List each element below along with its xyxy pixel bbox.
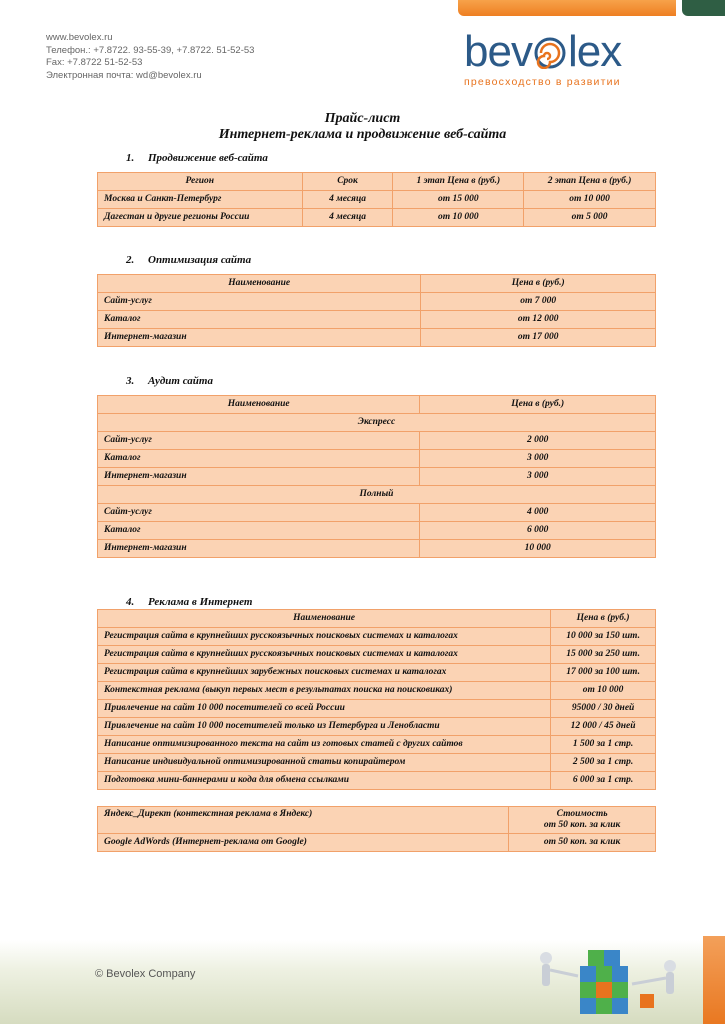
swirl-icon — [533, 35, 567, 69]
top-orange-bar — [458, 0, 676, 16]
title-line: Прайс-лист — [324, 111, 401, 126]
audit-table — [97, 395, 656, 558]
group-row-full: Полный — [98, 486, 656, 504]
top-green-bar — [682, 0, 725, 16]
section-1-heading: 1. Продвижение веб-сайта — [126, 152, 268, 164]
table-row: Регистрация сайта в крупнейших русскоязычных поисковых системах и каталогах 10 000 за 150 шт. — [98, 628, 656, 646]
table-row: Подготовка мини-баннерами и кода для обмена ссылками 6 000 за 1 стр. — [98, 772, 656, 790]
subtitle-line: Интернет-реклама и продвижение веб-сайта — [218, 127, 507, 142]
phone-text: Телефон.: +7.8722. 93-55-39, +7.8722. 51-52-53 — [46, 44, 255, 56]
footer-copyright: © Bevolex Company — [95, 968, 196, 980]
table-row: Сайт-услуг 4 000 — [98, 504, 656, 522]
table-header-row: Регион Срок 1 этап Цена в (руб.) 2 этап Цена в (руб.) — [98, 173, 656, 191]
promotion-table — [97, 172, 656, 227]
table-header-row: Наименование Цена в (руб.) — [98, 396, 656, 414]
table-row: Сайт-услуг от 7 000 — [98, 293, 656, 311]
table-header-row: Наименование Цена в (руб.) — [98, 275, 656, 293]
table-row: Интернет-магазин 3 000 — [98, 468, 656, 486]
table-row: Каталог 6 000 — [98, 522, 656, 540]
table-row: Дагестан и другие регионы России 4 месяца от 10 000 от 5 000 — [98, 209, 656, 227]
table-row: Привлечение на сайт 10 000 посетителей со всей России 95000 / 30 дней — [98, 700, 656, 718]
table-row: Контекстная реклама (выкуп первых мест в результатах поиска на поисковиках) от 10 000 — [98, 682, 656, 700]
advertising-table — [97, 609, 656, 790]
table-row: Регистрация сайта в крупнейших русскоязычных поисковых системах и каталогах 15 000 за 250 шт. — [98, 646, 656, 664]
section-3-heading: 3. Аудит сайта — [126, 375, 213, 387]
table-row: Сайт-услуг 2 000 — [98, 432, 656, 450]
table-row: Каталог от 12 000 — [98, 311, 656, 329]
fax-text: Fax: +7.8722 51-52-53 — [46, 57, 143, 68]
cubes-illustration-icon — [520, 936, 700, 1024]
table-row: Москва и Санкт-Петербург 4 месяца от 15 000 от 10 000 — [98, 191, 656, 209]
table-row: Каталог 3 000 — [98, 450, 656, 468]
website-text: www.bevolex.ru — [46, 32, 113, 43]
table-row: Написание индивидуальной оптимизированной статьи копирайтером 2 500 за 1 стр. — [98, 754, 656, 772]
table-row: Регистрация сайта в крупнейших зарубежных поисковых системах и каталогах 17 000 за 100 шт. — [98, 664, 656, 682]
table-row: Привлечение на сайт 10 000 посетителей только из Петербурга и Ленобласти 12 000 / 45 дней — [98, 718, 656, 736]
section-2-heading: 2. Оптимизация сайта — [126, 254, 252, 266]
logo-text-left: bev — [464, 27, 532, 76]
table-row: Google AdWords (Интернет-реклама от Google) от 50 коп. за клик — [98, 834, 656, 852]
section-4-heading: 4. Реклама в Интернет — [126, 596, 253, 608]
cost-value: от 50 коп. за клик — [543, 820, 621, 830]
context-ads-table — [97, 806, 656, 852]
footer-orange-bar — [703, 936, 725, 1024]
logo-text-right: lex — [567, 27, 622, 76]
cost-label: Стоимость — [556, 809, 608, 819]
contact-block — [46, 32, 254, 82]
table-row: Интернет-магазин от 17 000 — [98, 329, 656, 347]
bevolex-logo — [464, 27, 674, 88]
email-text: Электронная почта: wd@bevolex.ru — [46, 69, 202, 81]
table-row: Написание оптимизированного текста на сайт из готовых статей с других сайтов 1 500 за 1 стр. — [98, 736, 656, 754]
table-header-row: Наименование Цена в (руб.) — [98, 610, 656, 628]
document-title — [0, 111, 725, 143]
optimization-table — [97, 274, 656, 347]
group-row-express: Экспресс — [98, 414, 656, 432]
table-row: Интернет-магазин 10 000 — [98, 540, 656, 558]
logo-tagline: превосходство в развитии — [464, 76, 621, 88]
table-row: Яндекс_Директ (контекстная реклама в Яндекс) Стоимость от 50 коп. за клик — [98, 807, 656, 834]
